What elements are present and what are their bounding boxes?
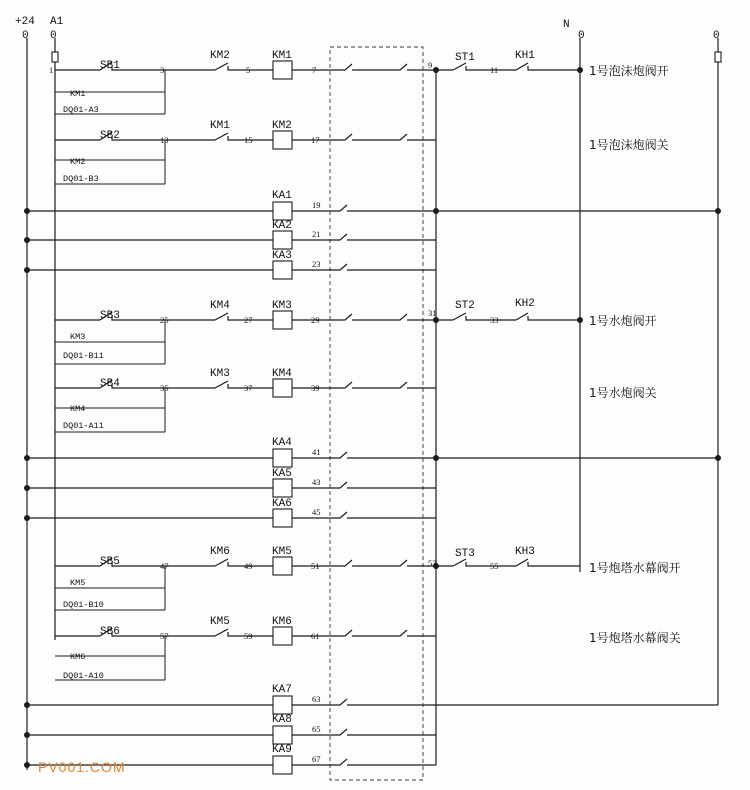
st3-in-node: 53 [428,558,437,568]
coil-ka4-label: KA4 [272,437,292,449]
st2-label: ST2 [455,300,475,312]
button-sb5 [63,556,169,610]
coil-ka5-label: KA5 [272,468,292,480]
interlock-km1-label: KM1 [210,120,230,132]
coil-ka5-node: 43 [312,477,321,487]
junction-dots [24,67,721,768]
sb6-feedback: DQ01-A10 [63,671,104,681]
function-curtain-close: 1号炮塔水幕阀关 [589,631,681,645]
rail-n-label: N [563,19,570,31]
st1-in-node: 9 [428,60,433,70]
function-foam-close: 1号泡沫炮阀关 [589,138,669,152]
rail-p24-zero: 0 [22,30,29,42]
coil-km5-label: KM5 [272,546,292,558]
rail-a1-zero: 0 [50,30,57,42]
button-sb4 [63,378,169,431]
st1-out-node: 11 [490,65,499,75]
kh2-label: KH2 [515,298,535,310]
interlock-km5-node: 59 [244,631,253,641]
coil-ka7-node: 63 [312,694,321,704]
button-sb1 [63,60,164,115]
sb2-label: SB2 [100,130,120,142]
limit-st2 [428,298,535,325]
node-label-1: 1 [49,65,54,75]
button-sb6 [63,626,169,681]
coil-ka8-node: 65 [312,724,321,734]
sb1-aux-contact: KM1 [70,89,86,99]
rail-a1-label: A1 [50,16,64,28]
coils [272,50,321,764]
sb1-feedback: DQ01-A3 [63,105,99,115]
coil-ka3-node: 23 [312,259,321,269]
rail-right-zero: 0 [713,30,720,42]
interlock-km2-label: KM2 [210,50,230,62]
interlock-km3-node: 37 [244,383,253,393]
coil-ka2-node: 21 [312,229,321,239]
coil-km2-label: KM2 [272,120,292,132]
sb3-aux-contact: KM3 [70,332,86,342]
interlock-km1-node: 15 [244,135,253,145]
interlock-km4-node: 27 [244,315,253,325]
coil-km1-node: 7 [312,65,317,75]
sb1-label: SB1 [100,60,120,72]
sb5-feedback: DQ01-B10 [63,600,104,610]
st1-label: ST1 [455,52,475,64]
rung-ka7-ka9 [27,696,718,774]
interlock-km4-label: KM4 [210,300,230,312]
rung-ka4-ka6 [27,449,718,527]
button-sb3 [63,310,169,361]
coil-ka9-label: KA9 [272,744,292,756]
function-water-close: 1号水炮阀关 [589,386,657,400]
sb3-label: SB3 [100,310,120,322]
coil-ka7-label: KA7 [272,684,292,696]
sb3-out-node: 25 [160,315,169,325]
sb4-label: SB4 [100,378,120,390]
sb4-aux-contact: KM4 [70,404,86,414]
watermark: PV001.COM [38,759,126,775]
interlock-km3-label: KM3 [210,368,230,380]
kh3-label: KH3 [515,546,535,558]
sb4-feedback: DQ01-A11 [63,421,104,431]
function-water-open: 1号水炮阀开 [589,314,657,328]
coil-km6-node: 61 [311,631,320,641]
rung-sb1 [55,61,580,114]
function-foam-open: 1号泡沫炮阀开 [589,64,669,78]
interlock-km6-node: 49 [244,561,253,571]
kh1-label: KH1 [515,50,535,62]
coil-km3-label: KM3 [272,300,292,312]
coil-km2-node: 17 [311,135,320,145]
coil-ka1-node: 19 [312,200,321,210]
coil-ka6-node: 45 [312,507,321,517]
sb2-aux-contact: KM2 [70,157,86,167]
sb3-feedback: DQ01-B11 [63,351,104,361]
coil-ka3-label: KA3 [272,250,292,262]
sb2-out-node: 13 [160,135,169,145]
coil-km6-label: KM6 [272,616,292,628]
st2-out-node: 33 [490,315,499,325]
sb5-aux-contact: KM5 [70,578,86,588]
sb1-out-node: 3 [160,65,165,75]
coil-km1-label: KM1 [272,50,292,62]
sb4-out-node: 35 [160,383,169,393]
interlock-km2-node: 5 [246,65,251,75]
button-sb2 [63,130,169,184]
st3-label: ST3 [455,548,475,560]
coil-km4-label: KM4 [272,368,292,380]
sb5-out-node: 47 [160,561,169,571]
coil-ka6-label: KA6 [272,498,292,510]
st3-out-node: 55 [490,561,499,571]
limit-st1 [428,50,535,75]
coil-ka4-node: 41 [312,447,321,457]
sb5-label: SB5 [100,556,120,568]
sb6-aux-contact: KM6 [70,652,86,662]
coil-ka9-node: 67 [312,754,321,764]
coil-ka1-label: KA1 [272,190,292,202]
coil-km3-node: 29 [311,315,320,325]
function-labels [589,63,681,645]
rung-ka1-ka3 [27,202,718,279]
sb6-out-node: 57 [160,631,169,641]
coil-km5-node: 51 [311,561,320,571]
interlock-km5-label: KM5 [210,616,230,628]
sb2-feedback: DQ01-B3 [63,174,99,184]
st2-in-node: 31 [428,308,437,318]
coil-ka2-label: KA2 [272,220,292,232]
limit-st3 [428,546,535,571]
rail-n-zero: 0 [578,30,585,42]
coil-ka8-label: KA8 [272,714,292,726]
coil-km4-node: 39 [311,383,320,393]
interlock-km6-label: KM6 [210,546,230,558]
function-curtain-open: 1号炮塔水幕阀开 [589,561,681,575]
rail-p24-label: +24 [15,16,35,28]
sb6-label: SB6 [100,626,120,638]
